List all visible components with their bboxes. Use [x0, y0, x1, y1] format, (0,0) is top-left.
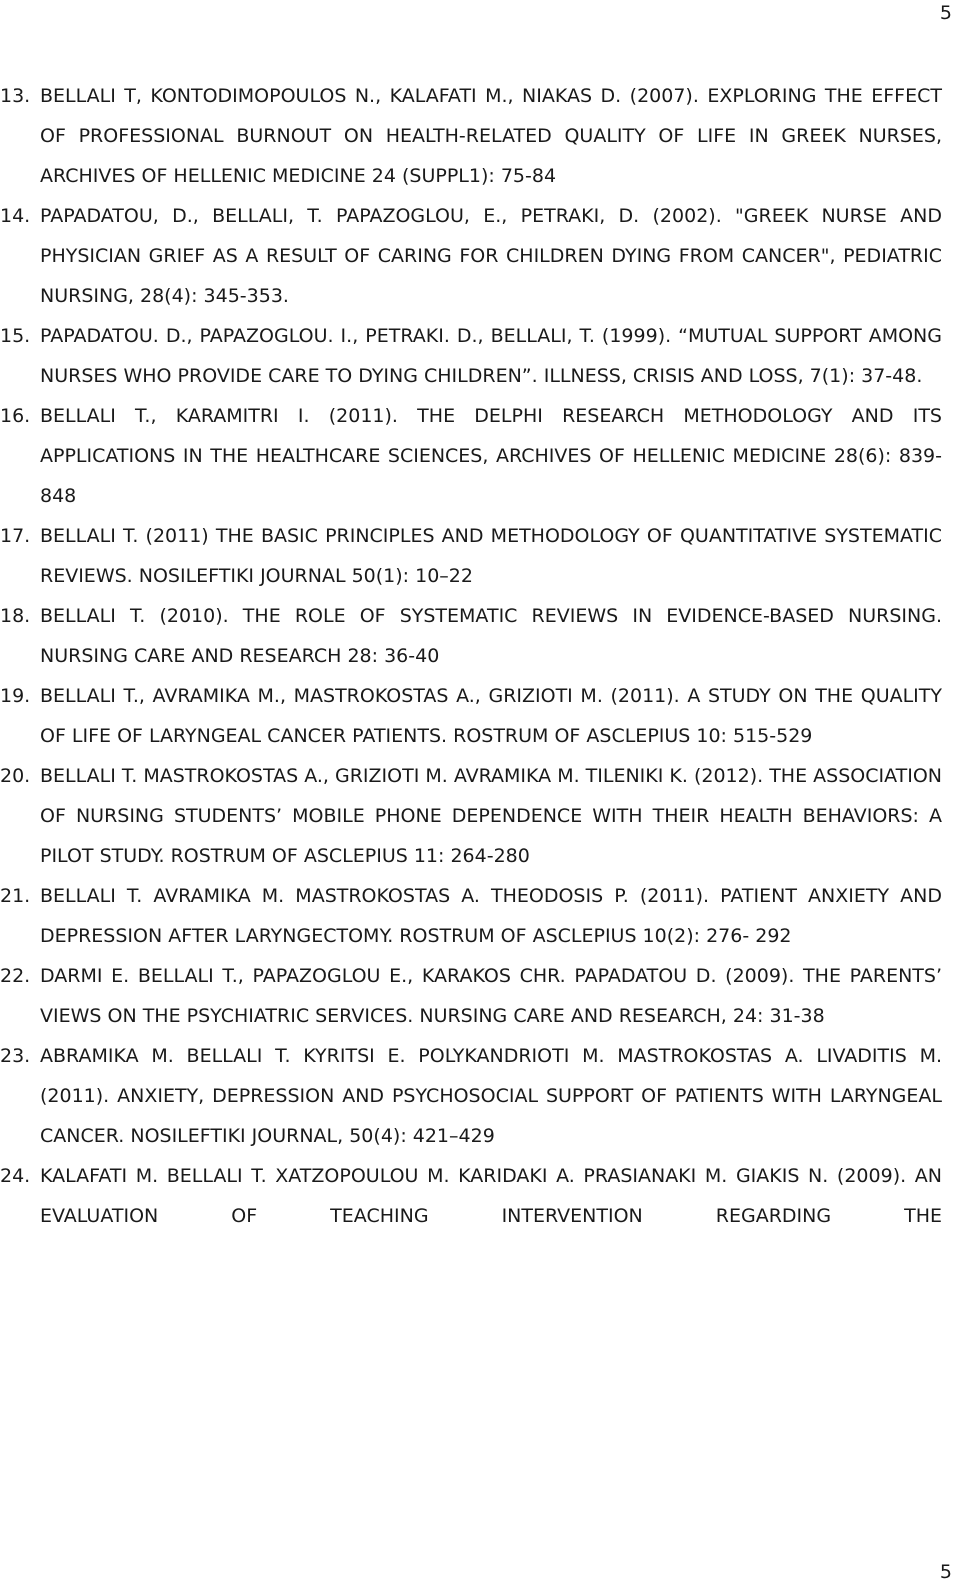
reference-item: [0, 196, 960, 316]
reference-text: BELLALI T. (2011) THE BASIC PRINCIPLES AND METHODOLOGY OF QUANTITATIVE SYSTEMATIC REVIEWS. NOSILEFTIKI JOURNAL 50(1): 10–22: [40, 525, 942, 587]
reference-text: BELLALI T, KONTODIMOPOULOS N., KALAFATI M., NIAKAS D. (2007). EXPLORING THE EFFECT OF PROFESSIONAL BURNOUT ON HEALTH-RELATED QUALITY OF LIFE IN GREEK NURSES, ARCHIVES OF HELLENIC MEDICINE 24 (SUPPL1): 75-84: [40, 85, 942, 187]
reference-item: [0, 316, 960, 396]
reference-item: [0, 876, 960, 956]
reference-text: KALAFATI M. BELLALI T. XATZOPOULOU M. KARIDAKI A. PRASIANAKI M. GIAKIS N. (2009). AN EVALUATION OF TEACHING INTERVENTION REGARDING THE: [40, 1165, 942, 1227]
reference-item: [0, 756, 960, 876]
reference-number: 19.: [0, 685, 31, 707]
reference-text: PAPADATOU, D., BELLALI, T. PAPAZOGLOU, E., PETRAKI, D. (2002). "GREEK NURSE AND PHYSICIAN GRIEF AS A RESULT OF CARING FOR CHILDREN DYING FROM CANCER", PEDIATRIC NURSING, 28(4): 345-353.: [40, 205, 942, 307]
reference-text: BELLALI T., KARAMITRI I. (2011). THE DELPHI RESEARCH METHODOLOGY AND ITS APPLICATIONS IN THE HEALTHCARE SCIENCES, ARCHIVES OF HELLENIC MEDICINE 28(6): 839-848: [40, 405, 942, 507]
reference-item: [0, 676, 960, 756]
reference-text: DARMI E. BELLALI T., PAPAZOGLOU E., KARAKOS CHR. PAPADATOU D. (2009). THE PARENTS’ VIEWS ON THE PSYCHIATRIC SERVICES. NURSING CARE AND RESEARCH, 24: 31-38: [40, 965, 942, 1027]
reference-number: 23.: [0, 1045, 31, 1067]
reference-number: 13.: [0, 85, 31, 107]
reference-number: 16.: [0, 405, 31, 427]
reference-text: BELLALI T. (2010). THE ROLE OF SYSTEMATIC REVIEWS IN EVIDENCE-BASED NURSING. NURSING CARE AND RESEARCH 28: 36-40: [40, 605, 942, 667]
reference-text: PAPADATOU. D., PAPAZOGLOU. I., PETRAKI. D., BELLALI, T. (1999). “MUTUAL SUPPORT AMONG NURSES WHO PROVIDE CARE TO DYING CHILDREN”. ILLNESS, CRISIS AND LOSS, 7(1): 37-48.: [40, 325, 942, 387]
reference-number: 22.: [0, 965, 31, 987]
reference-text: BELLALI T. MASTROKOSTAS A., GRIZIOTI M. AVRAMIKA M. TILENIKI K. (2012). THE ASSOCIATION OF NURSING STUDENTS’ MOBILE PHONE DEPENDENCE WITH THEIR HEALTH BEHAVIORS: A PILOT STUDY. ROSTRUM OF ASCLEPIUS 11: 264-280: [40, 765, 942, 867]
reference-text: BELLALI T., AVRAMIKA M., MASTROKOSTAS A., GRIZIOTI M. (2011). A STUDY ON THE QUALITY OF LIFE OF LARYNGEAL CANCER PATIENTS. ROSTRUM OF ASCLEPIUS 10: 515-529: [40, 685, 942, 747]
reference-number: 21.: [0, 885, 31, 907]
reference-item: [0, 956, 960, 1036]
reference-number: 15.: [0, 325, 31, 347]
reference-text: ABRAMIKA M. BELLALI T. KYRITSI E. POLYKANDRIOTI M. MASTROKOSTAS A. LIVADITIS M. (2011). ANXIETY, DEPRESSION AND PSYCHOSOCIAL SUPPORT OF PATIENTS WITH LARYNGEAL CANCER. NOSILEFTIKI JOURNAL, 50(4): 421–429: [40, 1045, 942, 1147]
reference-number: 18.: [0, 605, 31, 627]
reference-text: BELLALI T. AVRAMIKA M. MASTROKOSTAS A. THEODOSIS P. (2011). PATIENT ANXIETY AND DEPRESSION AFTER LARYNGECTOMY. ROSTRUM OF ASCLEPIUS 10(2): 276- 292: [40, 885, 942, 947]
reference-number: 14.: [0, 205, 31, 227]
reference-item: [0, 516, 960, 596]
reference-number: 20.: [0, 765, 31, 787]
page-number-top: 5: [939, 2, 952, 24]
reference-item: [0, 76, 960, 196]
reference-item: [0, 396, 960, 516]
page-number-bottom: 5: [939, 1561, 952, 1583]
reference-number: 17.: [0, 525, 31, 547]
reference-item: [0, 596, 960, 676]
reference-item: [0, 1036, 960, 1156]
reference-item: [0, 1156, 960, 1236]
reference-list: [0, 76, 960, 1236]
reference-number: 24.: [0, 1165, 31, 1187]
